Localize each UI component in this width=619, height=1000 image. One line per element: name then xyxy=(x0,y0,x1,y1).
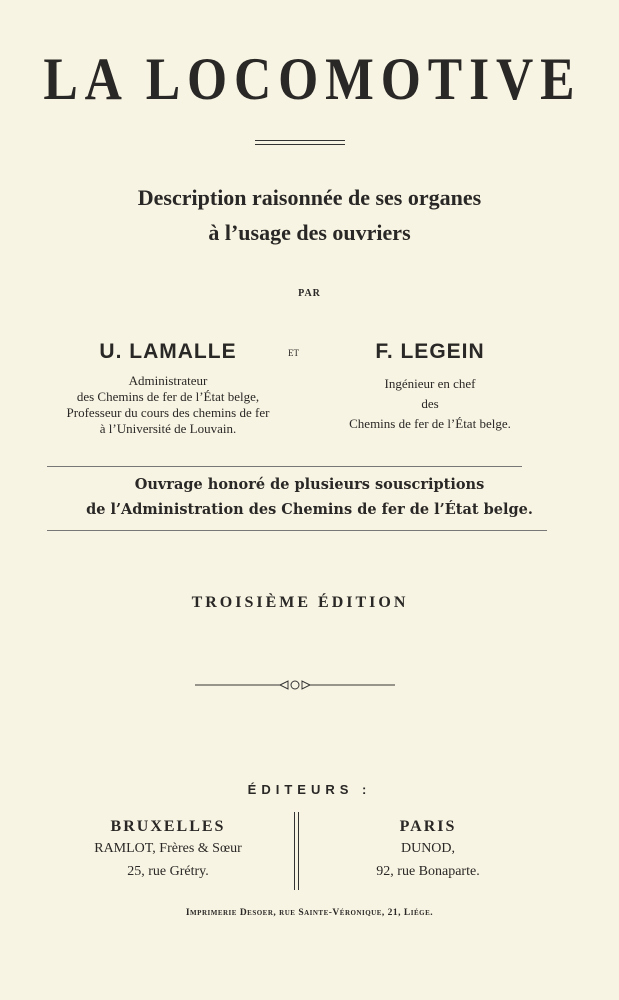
author-name: F. LEGEIN xyxy=(375,340,485,363)
affiliation-line: des Chemins de fer de l’État belge, xyxy=(76,389,260,404)
par-label: PAR xyxy=(298,288,321,299)
publisher-address: 25, rue Grétry. xyxy=(127,864,209,879)
publishers-label: ÉDITEURS : xyxy=(247,782,372,797)
publisher-address: 92, rue Bonaparte. xyxy=(376,864,480,879)
honour-line: Ouvrage honoré de plusieurs souscriptions xyxy=(134,476,485,493)
printer-imprint: Imprimerie Desoer, rue Sainte-Véronique, 21, Liége. xyxy=(185,908,434,918)
subtitle-line: à l’usage des ouvriers xyxy=(208,220,411,245)
author-affiliation xyxy=(310,374,550,434)
honour-line: de l’Administration des Chemins de fer de l’État belge. xyxy=(86,501,533,518)
double-rule-top xyxy=(255,140,345,141)
edition: TROISIÈME ÉDITION xyxy=(191,594,409,611)
vertical-divider xyxy=(294,812,295,890)
affiliation-line: Administrateur xyxy=(128,373,208,388)
publisher-city: PARIS xyxy=(399,818,457,835)
publisher-name: RAMLOT, Frères & Sœur xyxy=(94,841,242,856)
rule xyxy=(47,530,547,531)
book-title: LA LOCOMOTIVE xyxy=(43,46,582,112)
publisher-brussels xyxy=(48,816,288,883)
et-label: ET xyxy=(288,348,299,358)
ornament-icon xyxy=(195,678,395,692)
affiliation-line: Professeur du cours des chemins de fer xyxy=(66,405,270,420)
vertical-divider xyxy=(298,812,299,890)
author-name: U. LAMALLE xyxy=(99,340,237,363)
publisher-city: BRUXELLES xyxy=(110,818,226,835)
affiliation-line: à l’Université de Louvain. xyxy=(99,421,237,436)
double-rule-bottom xyxy=(255,144,345,145)
affiliation-line: Ingénieur en chef xyxy=(384,376,476,391)
publisher-paris xyxy=(308,816,548,883)
rule xyxy=(47,466,522,467)
affiliation-line: des xyxy=(421,396,439,411)
author-affiliation xyxy=(48,373,288,437)
affiliation-line: Chemins de fer de l’État belge. xyxy=(349,416,511,431)
subtitle-line: Description raisonnée de ses organes xyxy=(137,185,482,210)
publisher-name: DUNOD, xyxy=(400,841,456,856)
